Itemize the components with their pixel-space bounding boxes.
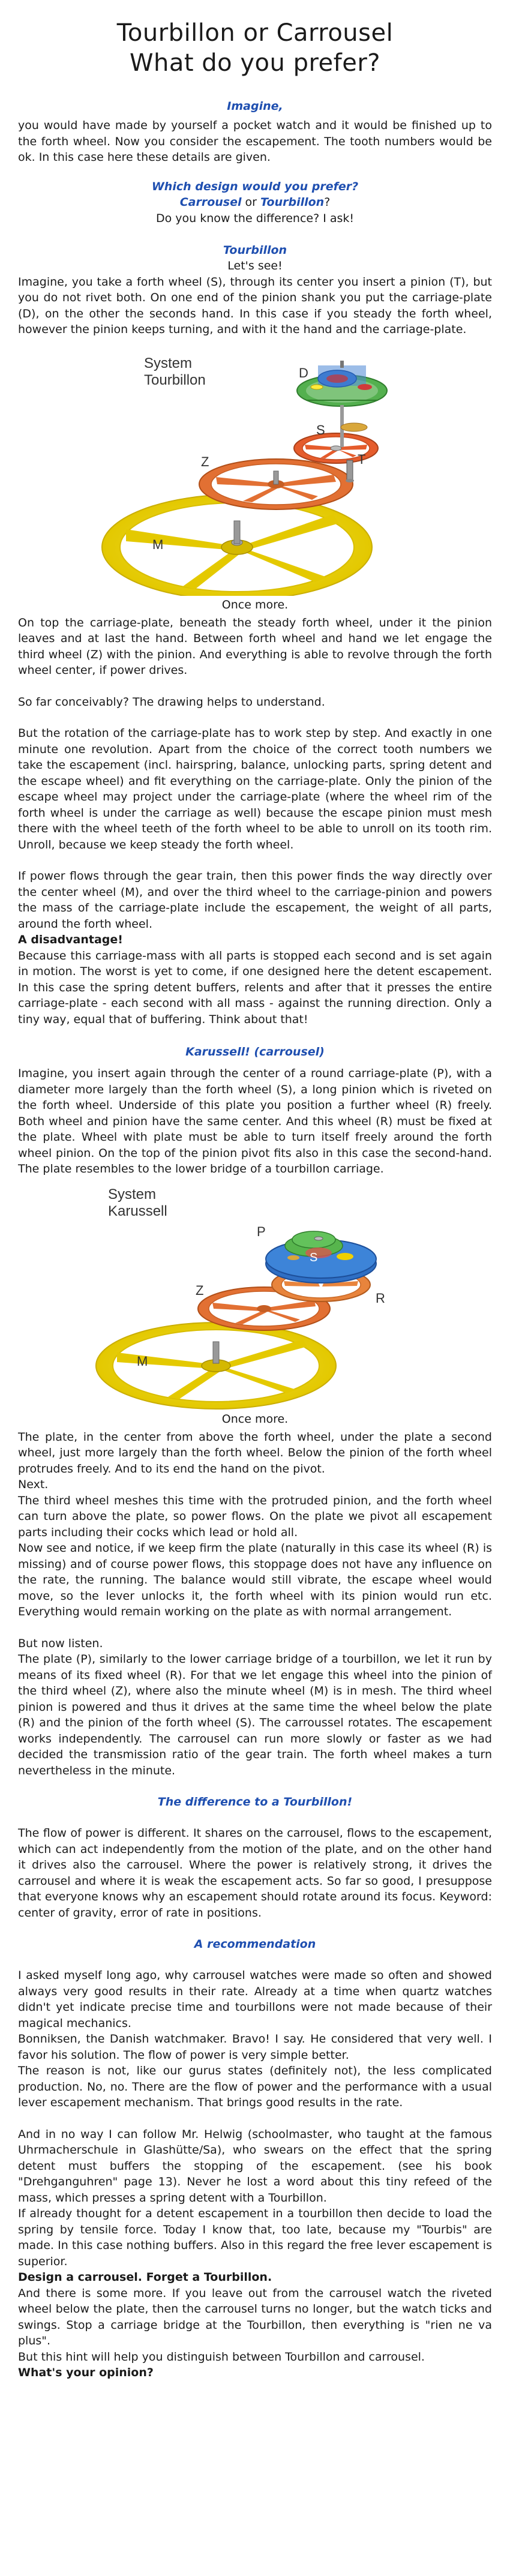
spacer	[18, 853, 492, 868]
difference-heading: The difference to a Tourbillon!	[157, 1795, 353, 1809]
tourbillon-p3: So far conceivably? The drawing helps to understand.	[18, 695, 325, 709]
karussell-drawing	[18, 1186, 492, 1410]
title-line-2: What do you prefer?	[129, 49, 381, 77]
recommendation-p2: Bonniksen, the Danish watchmaker. Bravo! I say. He considered that very well. I favor his solution. The flow of power is very simple better.	[18, 2032, 492, 2062]
spacer	[18, 710, 492, 725]
question-options	[18, 194, 492, 211]
recommendation-p1: I asked myself long ago, why carrousel watches were made so often and showed always very good results in their rate. Already at a time when quartz watches didn't yet indicate precise time and tourbillons were not made because of their magical mechanics.	[18, 1969, 492, 2030]
tourbillon-p1: Imagine, you take a forth wheel (S), through its center you insert a pinion (T), but you do not rivet both. On one end of the pinion shank you put the carriage-plate (D), on the other the seconds hand. In this case if you steady the forth wheel, however the pinion keeps turning, and with it the hand and the carriage-plate.	[18, 275, 492, 336]
karussell-system-label-2: Karussell	[108, 1202, 167, 1219]
recommendation-design: Design a carrousel. Forget a Tourbillon.	[18, 2271, 272, 2284]
recommendation-heading: A recommendation	[194, 1938, 316, 1951]
recommendation-p7: But this hint will help you distinguish between Tourbillon and carrousel.	[18, 2350, 425, 2364]
karussell-label-p: P	[257, 1223, 266, 1239]
label-s: S	[316, 422, 325, 437]
option-qmark: ?	[324, 195, 331, 209]
difference-p1: The flow of power is different. It shares on the carrousel, flows to the escapement, which can act independently from the motion of the plate, and on the other hand it drives also the carrousel. Where the power is relatively strong, it drives the carrousel and where it is weak the escapement acts. So far so good, I presuppose that everyone knows why an escapement should rotate around its focus. Keyword: center of gravity, error of rate in positions.	[18, 1827, 492, 1920]
karussell-heading: Karussell! (carrousel)	[185, 1045, 325, 1058]
tourbillon-caption: Once more.	[221, 598, 289, 611]
question-heading: Which design would you prefer?	[151, 179, 359, 193]
karussell-system-label: System	[108, 1186, 157, 1202]
spacer	[18, 2111, 492, 2127]
intro-text: you would have made by yourself a pocket watch and it would be finished up to the forth wheel. Now you consider the escapement. The tooth numbers would be ok. In this case here these details are given.	[18, 119, 492, 164]
karussell-label-s: S	[310, 1250, 318, 1264]
tourbillon-p6: Because this carriage-mass with all parts is stopped each second and is set again in motion. The worst is yet to come, if one designed here the detent escapement. In this case the spring detent buffers, relents and after that it presses the entire carriage-plate - each second with all mass - against the running direction. Only a tiny way, equal that of buffering. Think about that!	[18, 949, 492, 1026]
karussell-p4: Now see and notice, if we keep firm the plate (naturally in this case its wheel (R) is missing) and of course power flows, this stoppage does not have any influence on the rate, the running. The balance would still vibrate, the escape wheel would move, so the lever unlocks it, the forth wheel with its pinion would run etc. Everything would remain working on the plate as with normal arrangement.	[18, 1542, 492, 1618]
page-title	[18, 18, 492, 78]
karussell-p1: Imagine, you insert again through the center of a round carriage-plate (P), with a diameter more largely than the forth wheel (S), a long pinion which is riveted on the forth wheel. Underside of this plate you position a further wheel (R) freely. Both wheel and pinion have the same center. And this wheel (R) must be fixed at the plate. Wheel with plate must be able to turn itself freely around the forth wheel pinion. On the top of the pinion pivot fits also in this case the second-hand. The plate resembles to the lower bridge of a tourbillon carriage.	[18, 1067, 492, 1175]
karussell-caption: Once more.	[221, 1412, 289, 1426]
karussell-next: Next.	[18, 1478, 49, 1491]
tourbillon-figure	[18, 346, 492, 596]
karussell-p6: The plate (P), similarly to the lower carriage bridge of a tourbillon, we let it run by means of its fixed wheel (R). For that we let engage this wheel into the pinion of the third wheel (Z), where also the minute wheel (M) is in mesh. The third wheel pinion is powered and thus it drives at the same time the wheel below the plate (R) and the pinion of the forth wheel (S). The carroussel rotates. The escapement works independently. The carrousel can run more slowly or faster as we had decided the transmission ratio of the gear train. The forth wheel makes a turn nevertheless in the minute.	[18, 1653, 492, 1777]
option-tourbillon: Tourbillon	[260, 195, 325, 209]
recommendation-opinion: What's your opinion?	[18, 2366, 154, 2379]
tourbillon-lets-see: Let's see!	[227, 259, 283, 272]
label-m: M	[152, 536, 164, 552]
tourbillon-heading: Tourbillon	[223, 243, 287, 257]
karussell-p3: The third wheel meshes this time with the protruded pinion, and the forth wheel can turn above the plate, so power flows. On the plate we pivot all escapement parts including their cocks which lead or hold all.	[18, 1494, 492, 1539]
karussell-label-z: Z	[196, 1282, 204, 1298]
label-z: Z	[201, 454, 209, 469]
center-wheel-m	[102, 494, 372, 596]
karussell-center-wheel-m	[96, 1323, 336, 1409]
option-or: or	[241, 195, 261, 209]
karussell-label-m: M	[137, 1353, 148, 1369]
tourbillon-drawing	[18, 346, 492, 596]
title-line-1: Tourbillon or Carrousel	[116, 19, 394, 47]
recommendation-p3: The reason is not, like our gurus states (definitely not), the less complicated production. No, no. There are the flow of power and the performance with a usual lever escapement mechanism. That brings good results in the rate.	[18, 2064, 492, 2109]
karussell-label-r: R	[376, 1290, 385, 1306]
spacer	[18, 679, 492, 694]
karussell-plate-p	[266, 1231, 376, 1283]
tourbillon-p2: On top the carriage-plate, beneath the steady forth wheel, under it the pinion leaves and at last the hand. Between forth wheel and hand we let engage the third wheel (Z) with the pinion. And everything is able to revolve through the forth wheel center, if power drives.	[18, 616, 492, 677]
intro-heading: Imagine,	[227, 100, 283, 113]
tourbillon-system-label-2: Tourbillon	[144, 371, 206, 388]
label-d: D	[299, 365, 308, 380]
tourbillon-p5: If power flows through the gear train, then this power finds the way directly over the center wheel (M), and over the third wheel to the carriage-pinion and powers the mass of the carriage-plate include the escapement, the weight of all parts, around the forth wheel.	[18, 869, 492, 931]
carriage-plate-d	[297, 361, 387, 447]
recommendation-p5: If already thought for a detent escapement in a tourbillon then decide to load the spring by tensile force. Today I know that, too late, because my "Tourbis" are made. In this case nothing buffers. Also in this regard the free lever escapement is superior.	[18, 2207, 492, 2268]
karussell-p5: But now listen.	[18, 1636, 103, 1650]
question-ask: Do you know the difference? I ask!	[155, 211, 355, 225]
karussell-figure	[18, 1186, 492, 1410]
third-wheel-z	[199, 459, 353, 509]
disadvantage-label: A disadvantage!	[18, 933, 123, 946]
karussell-p2: The plate, in the center from above the forth wheel, under the plate a second wheel, just more largely than the forth wheel. Below the pinion of the forth wheel protrudes freely. And to its end the hand on the pivot.	[18, 1430, 492, 1476]
tourbillon-system-label: System	[144, 355, 193, 371]
spacer	[18, 1620, 492, 1636]
recommendation-p4: And in no way I can follow Mr. Helwig (schoolmaster, who taught at the famous Uhrmacherschule in Glashütte/Sa), who swears on the effect that the spring detent must buffers the stopping of the escapement. (see his book "Drehganguhren" page 13). Never he lost a word about this tiny refeed of the mass, which presses a spring detent with a Tourbillon.	[18, 2127, 492, 2205]
recommendation-p6: And there is some more. If you leave out from the carrousel watch the riveted wheel below the plate, then the carrousel turns no longer, but the watch ticks and swings. Stop a carriage bridge at the Tourbillon, then everything is "rien ne va plus".	[18, 2286, 492, 2347]
tourbillon-p4: But the rotation of the carriage-plate has to work step by step. And exactly in one minute one revolution. Apart from the choice of the correct tooth numbers we take the escapement (incl. hairspring, balance, unlocking parts, spring detent and the escape wheel) and fit everything on the carriage-plate. Only the pinion of the escape wheel may project under the carriage-plate (where the wheel rim of the forth wheel is under the carriage as well) because the escape pinion must mesh there with the wheel teeth of the forth wheel to be able to unroll on its tooth rim. Unroll, because we keep steady the forth wheel.	[18, 727, 492, 851]
label-t: T	[358, 451, 366, 467]
pinion-t	[346, 460, 354, 482]
option-carrousel: Carrousel	[179, 195, 242, 209]
escape-wheel	[341, 423, 367, 431]
